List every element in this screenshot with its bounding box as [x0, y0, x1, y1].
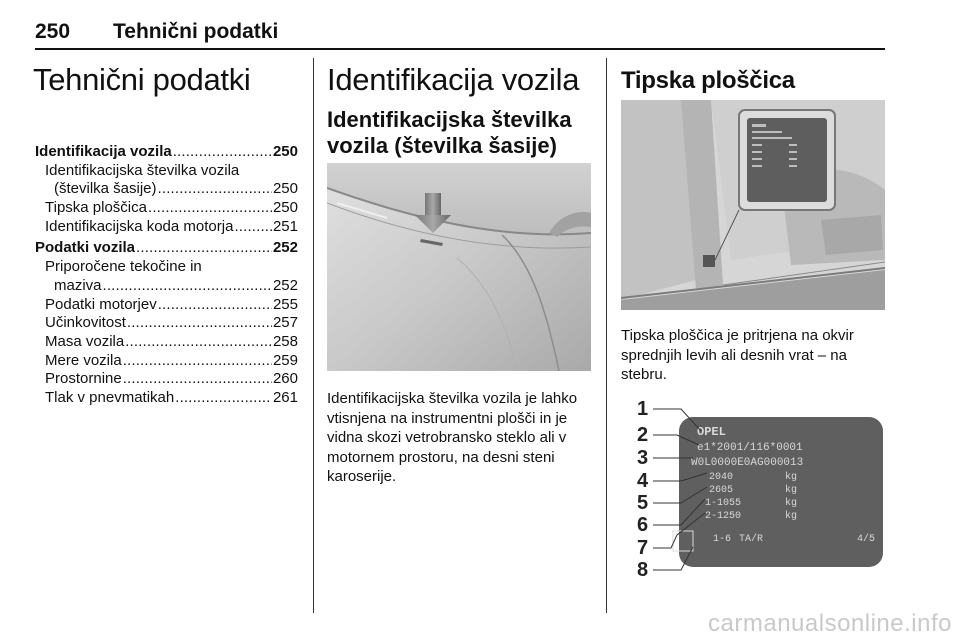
toc-entry-title: Priporočene tekočine in	[45, 258, 202, 276]
vin-paragraph-line: karoserije.	[327, 468, 397, 485]
toc-entry-title: Masa vozila	[45, 332, 125, 350]
plate-weight-unit: kg	[785, 472, 798, 483]
toc-dot-leader	[125, 333, 272, 352]
toc-entry[interactable]	[35, 277, 298, 296]
running-header	[35, 20, 278, 44]
toc-dot-leader	[173, 143, 272, 162]
type-plate-diagram	[621, 395, 885, 600]
toc-page-number: 260	[272, 370, 298, 388]
page-number: 250	[35, 20, 71, 43]
toc-entry-title: (številka šasije)	[54, 180, 157, 198]
toc-entry[interactable]	[35, 314, 298, 333]
toc-entry[interactable]	[35, 296, 298, 315]
toc-entry-title: Identifikacijska koda motorja	[45, 217, 234, 235]
toc-page-number: 250	[272, 143, 298, 160]
vin-location-illustration	[327, 163, 591, 371]
toc-dot-leader	[136, 239, 272, 258]
toc-page-number: 255	[272, 295, 298, 313]
callout-number-1: 1	[637, 398, 649, 420]
toc-entry-title: Tipska ploščica	[45, 199, 147, 217]
plate-weight-value: 1-1055	[705, 498, 742, 509]
watermark: carmanualsonline.info	[708, 610, 952, 637]
toc-entry[interactable]	[35, 218, 298, 237]
plate-bottom-mid: TA/R	[739, 534, 764, 545]
toc-entry[interactable]	[35, 180, 298, 199]
toc-page-number: 261	[272, 388, 298, 406]
toc-entry[interactable]	[35, 143, 298, 162]
toc-page-number: 252	[272, 276, 298, 294]
toc-entry[interactable]	[35, 333, 298, 352]
type-plate-paragraph	[621, 326, 883, 385]
plate-bottom-right: 4/5	[857, 534, 876, 545]
toc-page-number: 251	[272, 217, 298, 235]
toc-entry-title: Podatki vozila	[35, 239, 136, 257]
vin-paragraph-line: vidna skozi vetrobransko steklo ali v	[327, 429, 567, 446]
plate-weight-value: 2040	[709, 472, 734, 483]
type-plate-paragraph-line: Tipska ploščica je pritrjena na okvir	[621, 327, 854, 344]
toc-entry[interactable]	[35, 370, 298, 389]
plate-location-marker	[703, 255, 715, 267]
door-pillar-illustration	[621, 100, 885, 310]
plate-vin: W0L0000E0AG000013	[691, 457, 804, 469]
toc-dot-leader	[123, 370, 272, 389]
type-plate-paragraph-line: stebru.	[621, 366, 667, 383]
callout-number-5: 5	[637, 492, 649, 514]
callout-number-4: 4	[637, 470, 649, 492]
toc-page-number: 257	[272, 314, 298, 332]
toc-entry-title: maziva	[54, 276, 102, 294]
toc-dot-leader	[158, 296, 272, 315]
toc-dot-leader	[103, 277, 272, 296]
toc-dot-leader	[127, 314, 272, 333]
toc-page-number: 258	[272, 332, 298, 350]
plate-bottom-left: 1-6	[713, 534, 732, 545]
vin-paragraph-line: Identifikacijska številka vozila je lahko	[327, 390, 578, 407]
column-divider-1	[313, 58, 314, 613]
plate-weight-unit: kg	[785, 511, 798, 522]
toc-entry[interactable]	[35, 162, 298, 181]
vin-paragraph	[327, 389, 597, 487]
toc-dot-leader	[234, 218, 272, 237]
toc-dot-leader	[123, 352, 272, 371]
toc-entry-title: Podatki motorjev	[45, 295, 157, 313]
toc-entry-title: Prostornine	[45, 370, 122, 388]
callout-number-7: 7	[637, 537, 649, 559]
callout-number-6: 6	[637, 514, 649, 536]
plate-weight-value: 2-1250	[705, 511, 742, 522]
plate-weight-unit: kg	[785, 485, 798, 496]
toc-entry[interactable]	[35, 258, 298, 277]
toc-entry-title: Identifikacija vozila	[35, 143, 172, 160]
toc-entry-title: Identifikacijska številka vozila	[45, 161, 240, 179]
toc-entry-title: Učinkovitost	[45, 314, 126, 332]
plate-approval-number: e1*2001/116*0001	[697, 442, 803, 454]
toc-dot-leader	[148, 199, 272, 218]
toc-entry[interactable]	[35, 389, 298, 408]
type-plate-figure	[621, 395, 885, 600]
toc-page-number: 250	[272, 180, 298, 198]
subheading-vin	[327, 107, 572, 159]
callout-number-8: 8	[637, 559, 649, 581]
toc-dot-leader	[175, 389, 272, 408]
door-pillar-figure	[621, 100, 885, 310]
running-title: Tehnični podatki	[113, 20, 279, 43]
plate-make: OPEL	[697, 425, 726, 439]
header-rule	[35, 48, 885, 50]
plate-weight-unit: kg	[785, 498, 798, 509]
toc-page-number: 259	[272, 351, 298, 369]
toc-entry[interactable]	[35, 239, 298, 258]
vin-paragraph-line: vtisnjena na instrumentni plošči in je	[327, 409, 568, 427]
subheading-line-1: Identifikacijska številka	[327, 107, 572, 132]
plate-weight-value: 2605	[709, 485, 734, 496]
subheading-line-2: vozila (številka šasije)	[327, 133, 557, 158]
chapter-heading: Tehnični podatki	[33, 62, 251, 97]
toc-page-number: 252	[272, 239, 298, 257]
column-divider-2	[606, 58, 607, 613]
callout-number-3: 3	[637, 447, 649, 469]
table-of-contents	[35, 143, 298, 408]
type-plate-paragraph-line: sprednjih levih ali desnih vrat – na	[621, 346, 847, 364]
vin-location-figure	[327, 163, 591, 371]
vin-paragraph-line: motornem prostoru, na desni steni	[327, 448, 555, 466]
section-heading-type-plate: Tipska ploščica	[621, 67, 795, 94]
toc-entry[interactable]	[35, 352, 298, 371]
toc-entry-title: Mere vozila	[45, 351, 122, 369]
toc-page-number: 250	[272, 199, 298, 217]
toc-dot-leader	[158, 180, 272, 199]
section-heading-identification: Identifikacija vozila	[327, 62, 580, 97]
toc-entry-title: Tlak v pnevmatikah	[45, 388, 175, 406]
toc-entry[interactable]	[35, 199, 298, 218]
callout-number-2: 2	[637, 424, 649, 446]
